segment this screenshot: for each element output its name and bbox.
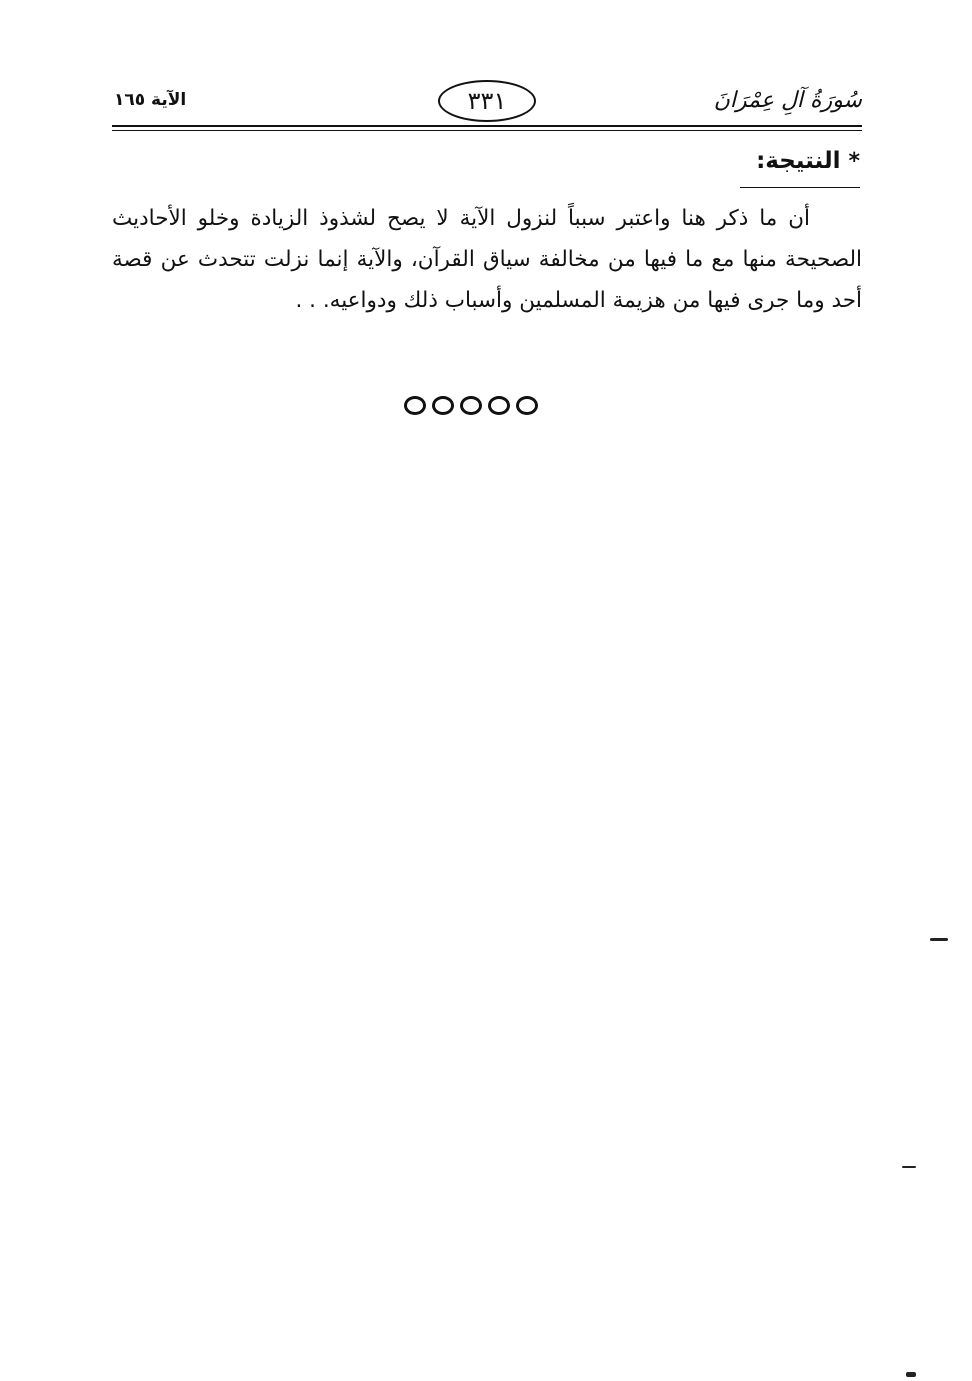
heading-underline bbox=[740, 187, 860, 188]
scan-speck bbox=[906, 1372, 916, 1377]
page-number-frame bbox=[438, 80, 536, 122]
scan-speck bbox=[930, 938, 948, 941]
header-rule-thin bbox=[112, 130, 862, 131]
asterisk-icon: * bbox=[848, 148, 860, 174]
separator-ring-icon bbox=[432, 396, 454, 415]
scan-speck bbox=[902, 1166, 916, 1168]
separator-ring-icon bbox=[488, 396, 510, 415]
section-heading-text: النتيجة: bbox=[756, 148, 841, 174]
page-header bbox=[112, 78, 862, 126]
body-paragraph: أن ما ذكر هنا واعتبر سبباً لنزول الآية لا يصح لشذوذ الزيادة وخلو الأحاديث الصحيحة منها مع ما فيها من مخالفة سياق القرآن، والآية إنما نزلت تتحدث عن قصة أحد وما جرى فيها من هزيمة المسلمين وأسباب ذلك ودواعيه. . . bbox=[112, 206, 862, 313]
header-rule-thick bbox=[112, 125, 862, 127]
separator-ring-icon bbox=[516, 396, 538, 415]
page-number: ٣٣١ bbox=[467, 87, 507, 115]
section-heading bbox=[756, 148, 860, 174]
separator-ring-icon bbox=[460, 396, 482, 415]
section-separator bbox=[404, 396, 538, 415]
body-text bbox=[112, 198, 862, 321]
separator-ring-icon bbox=[404, 396, 426, 415]
verse-reference: الآية ١٦٥ bbox=[114, 90, 187, 110]
surah-title: سُورَةُ آلِ عِمْرَانَ bbox=[713, 88, 862, 113]
